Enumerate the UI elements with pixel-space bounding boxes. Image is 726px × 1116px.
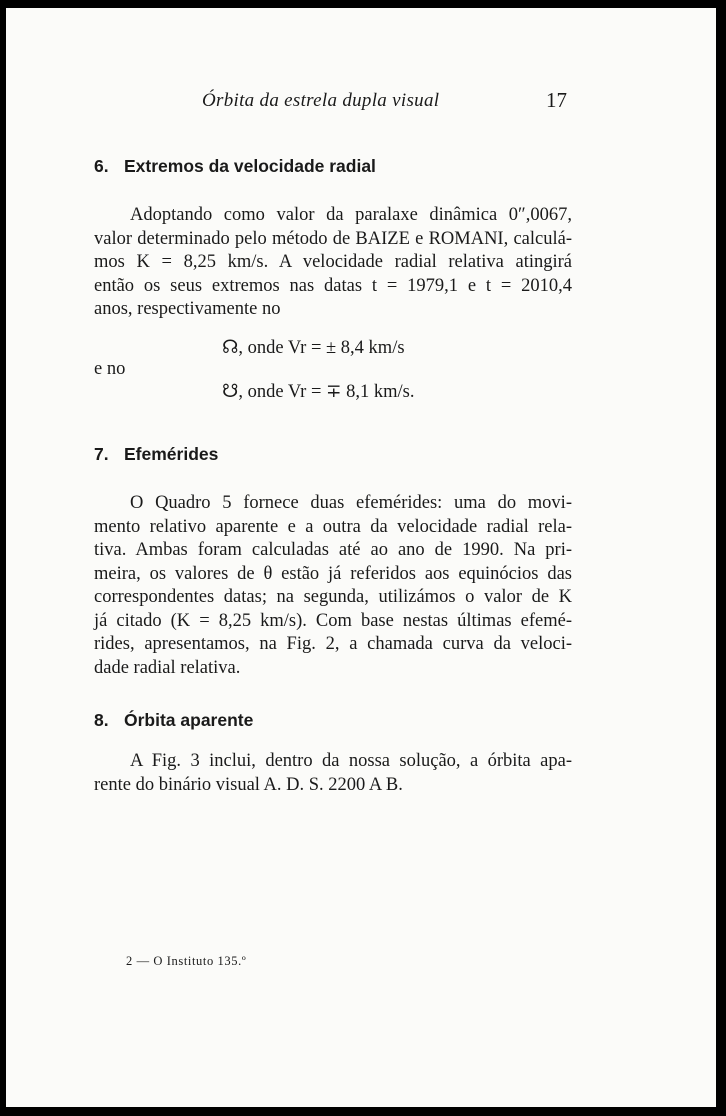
paragraph-line: tiva. Ambas foram calculadas até ao ano de 1990. Na pri-: [94, 540, 572, 560]
equation-ascending-node: ☊, onde Vr = ± 8,4 km/s: [222, 338, 405, 358]
section-6-title: Extremos da velocidade radial: [124, 156, 376, 176]
section-7-number: 7.: [94, 444, 109, 464]
paragraph-line: rente do binário visual A. D. S. 2200 A B.: [94, 774, 403, 795]
paragraph-line: então os seus extremos nas datas t = 1979,1 e t = 2010,4: [94, 275, 572, 296]
paragraph-line: rides, apresentamos, na Fig. 2, a chamada curva da veloci-: [94, 634, 572, 654]
section-8-paragraph: [94, 750, 572, 797]
paragraph-line: dade radial relativa.: [94, 657, 241, 678]
section-7-heading: [94, 444, 218, 465]
page-number: 17: [546, 88, 567, 112]
paragraph-line: anos, respectivamente no: [94, 299, 281, 319]
paragraph-line: meira, os valores de θ estão já referidos aos equinócios das: [94, 563, 572, 584]
paragraph-line: já citado (K = 8,25 km/s). Com base nestas últimas efemé-: [94, 610, 572, 631]
paragraph-line: valor determinado pelo método de BAIZE e ROMANI, calculá-: [94, 228, 572, 249]
section-7-title: Efemérides: [124, 444, 219, 464]
paragraph-line: A Fig. 3 inclui, dentro da nossa solução, a órbita apa-: [130, 751, 572, 771]
book-page: [6, 8, 716, 1107]
paragraph-line: mento relativo aparente e a outra da velocidade radial rela-: [94, 516, 572, 537]
section-8-title: Órbita aparente: [124, 710, 254, 730]
section-8-heading: [94, 710, 253, 731]
equation-descending-node: ☋, onde Vr = ∓ 8,1 km/s.: [222, 382, 415, 402]
paragraph-line: mos K = 8,25 km/s. A velocidade radial relativa atingirá: [94, 252, 572, 272]
running-title: Órbita da estrela dupla visual: [202, 90, 440, 111]
section-6-number: 6.: [94, 156, 109, 176]
paragraph-line: correspondentes datas; na segunda, utilizámos o valor de K: [94, 587, 572, 607]
paragraph-line: O Quadro 5 fornece duas efemérides: uma do movi-: [130, 493, 572, 513]
section-6-heading: [94, 156, 376, 177]
paragraph-line: Adoptando como valor da paralaxe dinâmica 0″,0067,: [130, 205, 572, 225]
section-8-number: 8.: [94, 710, 109, 730]
signature-mark: 2 — O Instituto 135.º: [126, 954, 247, 968]
section-7-paragraph: [94, 492, 572, 680]
connector-text: e no: [94, 359, 126, 379]
section-6-paragraph: [94, 204, 572, 322]
